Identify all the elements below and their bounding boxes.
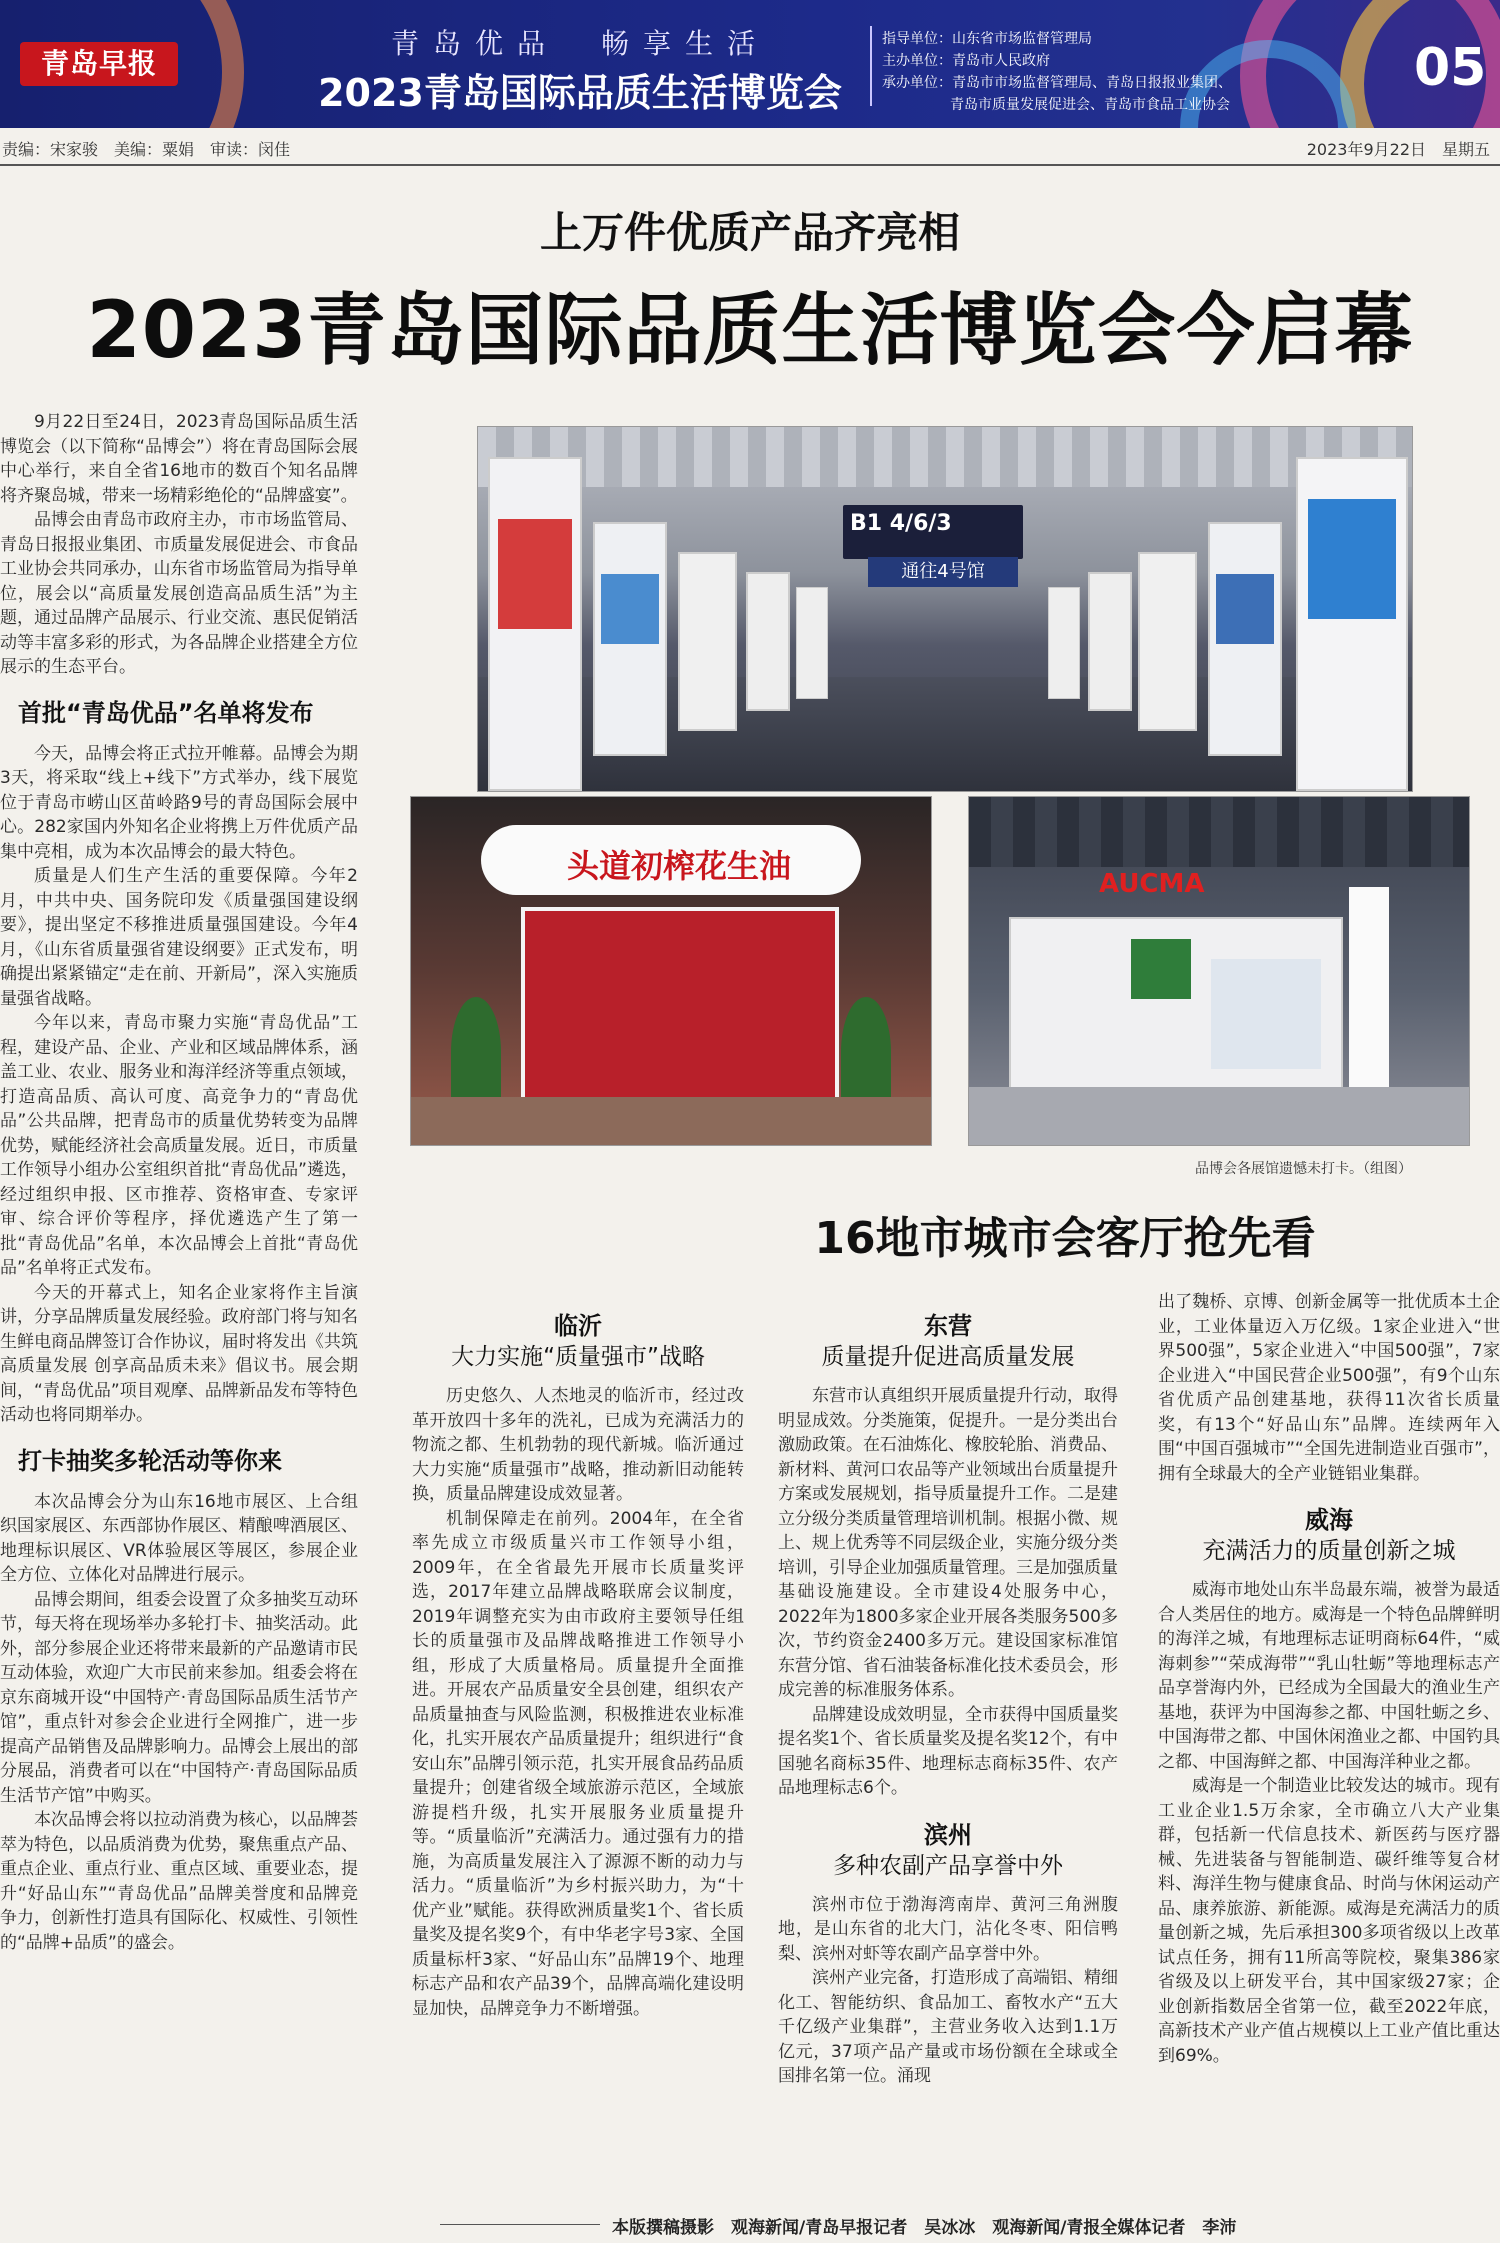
issue-date: 2023年9月22日 星期五 bbox=[1306, 140, 1490, 159]
booth-sign: 头道初榨花生油 bbox=[566, 847, 791, 885]
body-paragraph: 本次品博会将以拉动消费为核心，以品牌荟萃为特色，以品质消费为优势，聚焦重点产品、重点企业、重点行业、重点区域、重要业态，提升“好品山东”“青岛优品”品牌美誉度和品牌竞争力，创新性打造具有国际化、权威性、引领性的“品牌+品质”的盛会。 bbox=[0, 1810, 358, 1953]
plant bbox=[841, 997, 891, 1107]
hall-ceiling bbox=[969, 797, 1469, 867]
body-paragraph: 滨州产业完备，打造形成了高端铝、精细化工、智能纺织、食品加工、畜牧水产“五大千亿级产业集群”，主营业务收入达到1.1万亿元，37项产品产量或市场份额在全球或全国排名第一位。涌现 bbox=[778, 1968, 1118, 2086]
hall-ceiling bbox=[478, 427, 1412, 487]
org-undertake: 承办单位：青岛市市场监督管理局、青岛日报报业集团、 bbox=[882, 75, 1232, 91]
body-paragraph: 今天的开幕式上，知名企业家将作主旨演讲，分享品牌质量发展经验。政府部门将与知名生鲜电商品牌签订合作协议，届时将发出《共筑高质量发展 创享高品质未来》倡议书。展会期间，“青岛优品”项目观摩、品牌新品发布等特色活动也将同期举办。 bbox=[0, 1282, 358, 1425]
editor-credits: 责编：宋家骏 美编：粟娟 审读：闵佳 bbox=[2, 140, 291, 159]
body-paragraph: 威海是一个制造业比较发达的城市。现有工业企业1.5万余家，全市确立八大产业集群，包括新一代信息技术、新医药与医疗器械、先进装备与智能制造、碳纤维等复合材料、海洋生物与健康食品、时尚与休闲运动产品、康养旅游、新能源。威海是充满活力的质量创新之城，先后承担300多项省级以上改革试点任务，拥有11所高等院校，聚集386家省级及以上研发平台，其中国家级27家；企业创新指数居全省第一位，截至2022年底，高新技术产业产值占规模以上工业产值比重达到69%。 bbox=[1158, 1776, 1500, 2066]
city-name-weihai: 威海 bbox=[1305, 1505, 1353, 1534]
section-heading: 首批“青岛优品”名单将发布 bbox=[18, 698, 314, 727]
masthead-banner bbox=[0, 0, 1500, 128]
display-board bbox=[1138, 552, 1197, 731]
intro-paragraph: 品博会由青岛市政府主办，市市场监管局、青岛日报报业集团、市质量发展促进会、市食品工业协会共同承办，山东省市场监管局为指导单位，展会以“高质量发展创造高品质生活”为主题，通过品牌产品展示、行业交流、惠民促销活动等丰富多彩的形式，为各品牌企业搭建全方位展示的生态平台。 bbox=[0, 510, 358, 677]
display-board bbox=[796, 587, 828, 699]
city-heading: 质量提升促进高质量发展 bbox=[821, 1344, 1075, 1370]
appliance-display bbox=[1211, 959, 1321, 1069]
body-paragraph: 品博会期间，组委会设置了众多抽奖互动环节，每天将在现场举办多轮打卡、抽奖活动。此外，部分参展企业还将带来最新的产品邀请市民互动体验，欢迎广大市民前来参加。组委会将在京东商城开设“中国特产·青岛国际品质生活节产馆”，重点针对参会企业进行全网推广，进一步提高产品销售及品牌影响力。品博会上展出的部分展品，消费者可以在“中国特产·青岛国际品质生活节产馆”中购买。 bbox=[0, 1589, 358, 1806]
dongying-column bbox=[778, 1310, 1118, 2089]
booth-shelves bbox=[521, 907, 839, 1105]
body-paragraph: 东营市认真组织开展质量提升行动，取得明显成效。分类施策，促提升。一是分类出台激励政策。在石油炼化、橡胶轮胎、消费品、新材料、黄河口农品等产业领域出台质量提升方案或发展规划，指导质量提升工作。二是建立分级分类质量管理培训机制。根据小微、规上、规上优秀等不同层级企业，实施分级分类培训，引导企业加强质量管理。三是加强质量基础设施建设。全市建设4处服务中心，2022年为1800多家企业开展各类服务500多次，节约资金2400多万元。建设国家标准馆东营分馆、省石油装备标准化技术委员会，形成完善的标准服务体系。 bbox=[778, 1386, 1118, 1700]
display-board bbox=[1048, 587, 1080, 699]
weihai-column bbox=[1158, 1290, 1500, 2068]
display-board bbox=[488, 457, 582, 791]
section-heading: 打卡抽奖多轮活动等你来 bbox=[18, 1446, 282, 1475]
city-name-dongying: 东营 bbox=[924, 1311, 972, 1340]
booth-structure bbox=[1009, 917, 1343, 1091]
headline-kicker: 上万件优质产品齐亮相 bbox=[539, 208, 960, 257]
body-paragraph: 今年以来，青岛市聚力实施“青岛优品”工程，建设产品、企业、产业和区域品牌体系，涵盖工业、农业、服务业和海洋经济等重点领域，打造高品质、高认可度、高竞争力的“青岛优品”公共品牌，把青岛市的质量优势转变为品牌优势，赋能经济社会高质量发展。近日，市质量工作领导小组办公室组织首批“青岛优品”遴选，经过组织申报、区市推荐、资格审查、专家评审、综合评价等程序，择优遴选产生了第一批“青岛优品”名单，本次品博会上首批“青岛优品”名单将正式发布。 bbox=[0, 1013, 358, 1278]
city-name-linyi: 临沂 bbox=[554, 1311, 602, 1340]
photo-credits: 本版撰稿摄影 观海新闻/青岛早报记者 吴冰冰 观海新闻/青报全媒体记者 李沛 bbox=[612, 2218, 1237, 2238]
exhibition-hall-photo bbox=[477, 426, 1413, 792]
page-number: 05 bbox=[1414, 38, 1487, 98]
display-board bbox=[593, 522, 667, 756]
photo-caption: 品博会各展馆遗憾未打卡。（组图） bbox=[1195, 1161, 1412, 1177]
direction-sign: 通往4号馆 bbox=[868, 557, 1018, 587]
section-title-16-cities: 16地市城市会客厅抢先看 bbox=[814, 1213, 1316, 1264]
linyi-column bbox=[412, 1310, 744, 2021]
city-heading: 充满活力的质量创新之城 bbox=[1202, 1538, 1456, 1564]
display-board bbox=[1296, 457, 1408, 791]
pillar bbox=[1349, 887, 1389, 1107]
floor bbox=[969, 1087, 1469, 1145]
main-headline: 2023青岛国际品质生活博览会今启幕 bbox=[86, 286, 1414, 376]
banner-event-title: 2023青岛国际品质生活博览会 bbox=[318, 71, 842, 115]
city-heading: 大力实施“质量强市”战略 bbox=[451, 1344, 705, 1370]
display-board bbox=[678, 552, 737, 731]
body-paragraph: 出了魏桥、京博、创新金属等一批优质本土企业，工业体量迈入万亿级。1家企业进入“世界500强”，5家企业进入“中国500强”，7家企业进入“中国民营企业500强”，有9个山东省优质产品创建基地，获得11次省长质量奖，有13个“好品山东”品牌。连续两年入围“中国百强城市”“全国先进制造业百强市”，拥有全球最大的全产业链铝业集群。 bbox=[1158, 1292, 1500, 1484]
plant bbox=[451, 997, 501, 1107]
body-paragraph: 今天，品博会将正式拉开帷幕。品博会为期3天，将采取“线上+线下”方式举办，线下展览位于青岛市崂山区苗岭路9号的青岛国际会展中心。282家国内外知名企业将携上万件优质产品集中亮相，成为本次品博会的最大特色。 bbox=[0, 743, 358, 862]
org-undertake-2: 青岛市质量发展促进会、青岛市食品工业协会 bbox=[950, 97, 1230, 113]
org-guide: 指导单位：山东省市场监督管理局 bbox=[882, 31, 1092, 47]
booth-photo-aucma bbox=[968, 796, 1470, 1146]
header-rule bbox=[0, 164, 1500, 166]
body-paragraph: 历史悠久、人杰地灵的临沂市，经过改革开放四十多年的洗礼，已成为充满活力的物流之都、生机勃勃的现代新城。临沂通过大力实施“质量强市”战略，推动新旧动能转换，质量品牌建设成效显著。 bbox=[412, 1386, 744, 1504]
booth-sign: AUCMA bbox=[1099, 869, 1205, 899]
body-paragraph: 滨州市位于渤海湾南岸、黄河三角洲腹地，是山东省的北大门，沾化冬枣、阳信鸭梨、滨州对虾等农副产品享誉中外。 bbox=[778, 1894, 1118, 1964]
hall-sign-text: B1 4/6/3 bbox=[850, 511, 952, 536]
booth-photo-peanut-oil bbox=[410, 796, 932, 1146]
city-name-binzhou: 滨州 bbox=[924, 1819, 972, 1849]
newspaper-logo: 青岛早报 bbox=[20, 42, 178, 86]
body-paragraph: 机制保障走在前列。2004年，在全省率先成立市级质量兴市工作领导小组，2009年，在全省最先开展市长质量奖评选，2017年建立品牌战略联席会议制度，2019年调整充实为由市政府主要领导任组长的质量强市及品牌战略推进工作领导小组，形成了大质量格局。质量提升全面推进。开展农产品质量安全县创建，组织农产品质量抽查与风险监测，积极推进农业标准化，扎实开展农产品质量提升；组织进行“食安山东”品牌引领示范，扎实开展食品药品质量提升；创建省级全域旅游示范区，全域旅游提档升级，扎实开展服务业质量提升等。“质量临沂”充满活力。通过强有力的措施，为高质量发展注入了源源不断的动力与活力。“质量临沂”为乡村振兴助力，为“十优产业”赋能。获得欧洲质量奖1个、省长质量奖及提名奖9个，有中华老字号3家、全国质量标杆3家、“好品山东”品牌19个、地理标志产品和农产品39个，品牌高端化建设明显加快，品牌竞争力不断增强。 bbox=[412, 1508, 744, 2019]
left-column bbox=[0, 410, 358, 1955]
body-paragraph: 品牌建设成效明显，全市获得中国质量奖提名奖1个、省长质量奖及提名奖12个，有中国驰名商标35件、地理标志商标35件、农产品地理标志6个。 bbox=[778, 1704, 1118, 1798]
green-wall bbox=[1131, 939, 1191, 999]
floor bbox=[411, 1097, 931, 1145]
footer-rule bbox=[440, 2224, 600, 2225]
display-board bbox=[1088, 572, 1132, 711]
body-paragraph: 质量是人们生产生活的重要保障。今年2月，中共中央、国务院印发《质量强国建设纲要》，提出坚定不移推进质量强国建设。今年4月，《山东省质量强省建设纲要》正式发布，明确提出紧紧锚定“走在前、开新局”，深入实施质量强省战略。 bbox=[0, 866, 358, 1009]
body-paragraph: 本次品博会分为山东16地市展区、上合组织国家展区、东西部协作展区、精酿啤酒展区、地理标识展区、VR体验展区等展区，参展企业全方位、立体化对品牌进行展示。 bbox=[0, 1491, 358, 1585]
display-board bbox=[746, 572, 790, 711]
body-paragraph: 威海市地处山东半岛最东端，被誉为最适合人类居住的地方。威海是一个特色品牌鲜明的海洋之城，有地理标志证明商标64件，“威海刺参”“荣成海带”“乳山牡蛎”等地理标志产品享誉海内外，已经成为全国最大的渔业生产基地，获评为中国海参之都、中国牡蛎之乡、中国海带之都、中国休闲渔业之都、中国钓具之都、中国海鲜之都、中国海洋种业之都。 bbox=[1158, 1580, 1500, 1772]
intro-paragraph: 9月22日至24日，2023青岛国际品质生活博览会（以下简称“品博会”）将在青岛国际会展中心举行，来自全省16地市的数百个知名品牌将齐聚岛城，带来一场精彩绝伦的“品牌盛宴”。 bbox=[0, 412, 358, 506]
banner-slogan: 青岛优品 畅享生活 bbox=[390, 27, 769, 60]
banner-divider bbox=[870, 26, 872, 106]
city-heading: 多种农副产品享誉中外 bbox=[833, 1852, 1063, 1879]
org-host: 主办单位：青岛市人民政府 bbox=[882, 53, 1050, 69]
display-board bbox=[1208, 522, 1282, 756]
